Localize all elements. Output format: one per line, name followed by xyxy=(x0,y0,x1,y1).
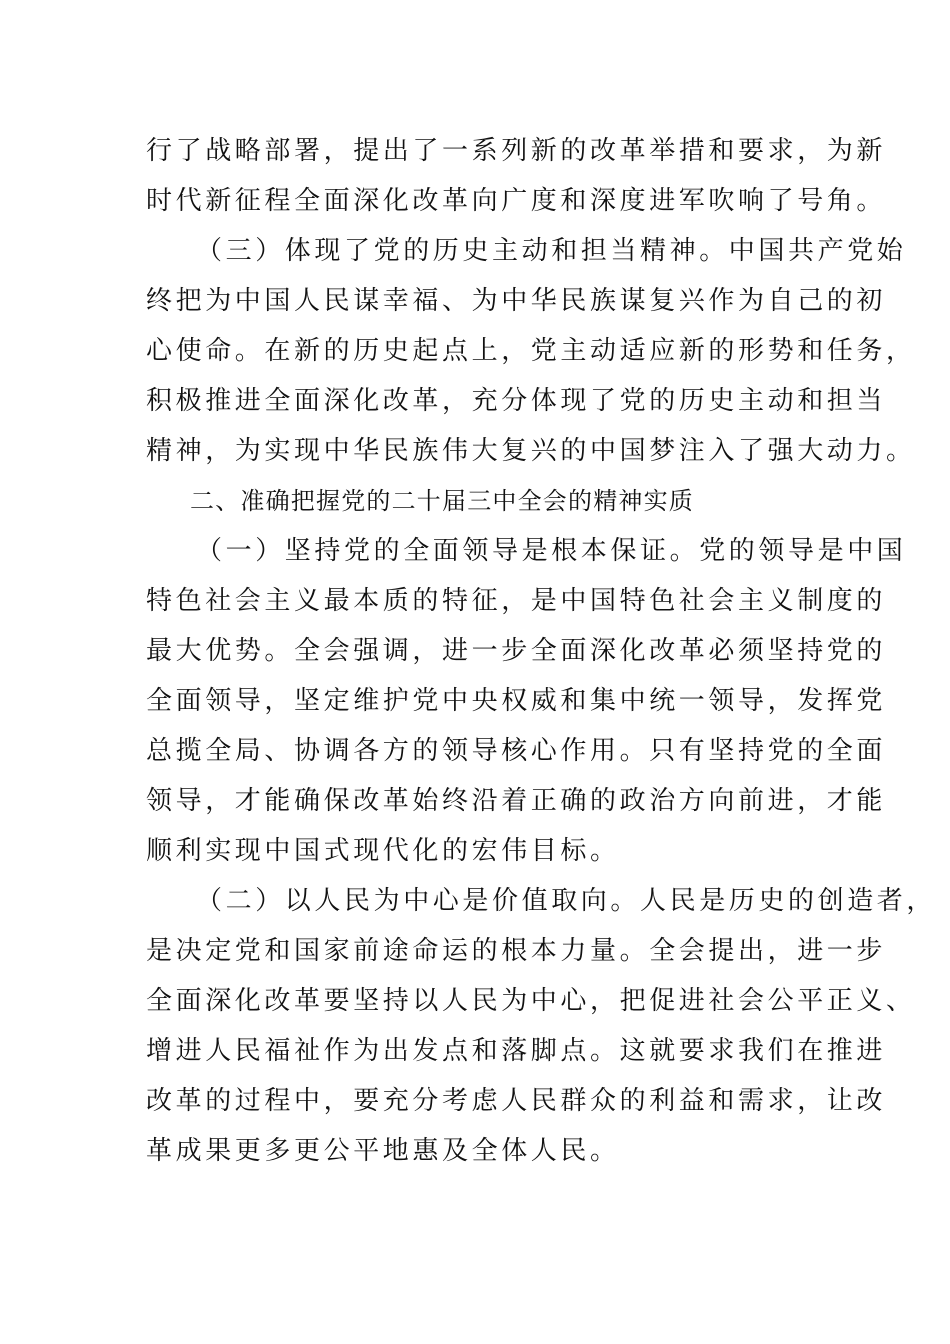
text-line: 时代新征程全面深化改革向广度和深度进军吹响了号角。 xyxy=(146,186,887,216)
text-line: 顺利实现中国式现代化的宏伟目标。 xyxy=(146,836,620,866)
section-heading: 二、准确把握党的二十届三中全会的精神实质 xyxy=(190,487,694,515)
paragraph-start-line: （二）以人民为中心是价值取向。人民是历史的创造者， xyxy=(196,886,937,916)
text-line: 增进人民福祉作为出发点和落脚点。这就要求我们在推进 xyxy=(146,1036,887,1066)
text-line: 是决定党和国家前途命运的根本力量。全会提出，进一步 xyxy=(146,936,887,966)
text-line: 心使命。在新的历史起点上，党主动适应新的形势和任务， xyxy=(146,336,916,366)
paragraph-start-line: （三）体现了党的历史主动和担当精神。中国共产党始 xyxy=(196,236,907,266)
paragraph-start-line: （一）坚持党的全面领导是根本保证。党的领导是中国 xyxy=(196,536,907,566)
text-line: 总揽全局、协调各方的领导核心作用。只有坚持党的全面 xyxy=(146,736,887,766)
text-line: 全面深化改革要坚持以人民为中心，把促进社会公平正义、 xyxy=(146,986,916,1016)
text-line: 革成果更多更公平地惠及全体人民。 xyxy=(146,1136,620,1166)
text-line: 改革的过程中，要充分考虑人民群众的利益和需求，让改 xyxy=(146,1086,887,1116)
text-line: 积极推进全面深化改革，充分体现了党的历史主动和担当 xyxy=(146,386,887,416)
text-line: 特色社会主义最本质的特征，是中国特色社会主义制度的 xyxy=(146,586,887,616)
text-line: 领导，才能确保改革始终沿着正确的政治方向前进，才能 xyxy=(146,786,887,816)
text-line: 精神，为实现中华民族伟大复兴的中国梦注入了强大动力。 xyxy=(146,436,916,466)
text-line: 最大优势。全会强调，进一步全面深化改革必须坚持党的 xyxy=(146,636,887,666)
text-line: 行了战略部署，提出了一系列新的改革举措和要求，为新 xyxy=(146,136,887,166)
text-line: 全面领导，坚定维护党中央权威和集中统一领导，发挥党 xyxy=(146,686,887,716)
text-line: 终把为中国人民谋幸福、为中华民族谋复兴作为自己的初 xyxy=(146,286,887,316)
